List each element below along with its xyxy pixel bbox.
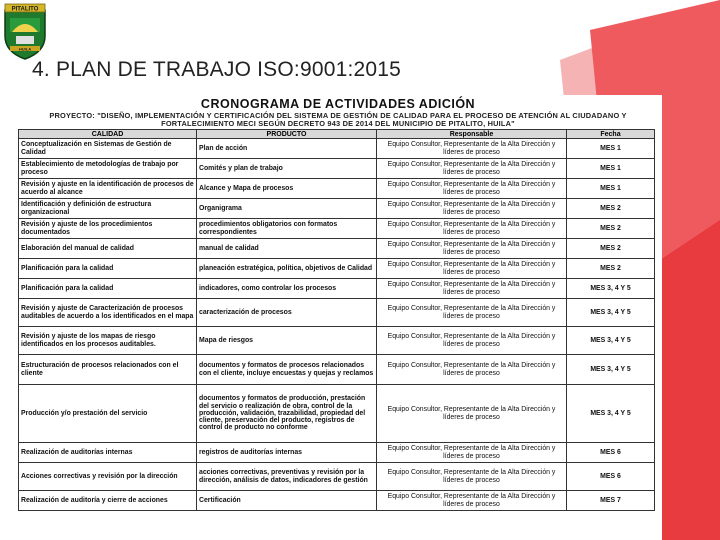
cell-fecha: MES 7: [567, 491, 655, 511]
cell-producto: planeación estratégica, política, objetivos de Calidad: [197, 259, 377, 279]
cell-calidad: Acciones correctivas y revisión por la dirección: [19, 463, 197, 491]
table-row: [19, 199, 655, 219]
cell-fecha: MES 2: [567, 259, 655, 279]
slide-title: 4. PLAN DE TRABAJO ISO:9001:2015: [32, 58, 402, 81]
cell-responsable: Equipo Consultor, Representante de la Alta Dirección y líderes de proceso: [377, 327, 567, 355]
cell-fecha: MES 2: [567, 239, 655, 259]
table-row: [19, 355, 655, 385]
cell-responsable: Equipo Consultor, Representante de la Alta Dirección y líderes de proceso: [377, 279, 567, 299]
cell-fecha: MES 1: [567, 159, 655, 179]
cell-calidad: Conceptualización en Sistemas de Gestión de Calidad: [19, 139, 197, 159]
cell-fecha: MES 3, 4 Y 5: [567, 279, 655, 299]
table-row: [19, 385, 655, 443]
cell-producto: indicadores, como controlar los procesos: [197, 279, 377, 299]
header-responsable: Responsable: [377, 130, 567, 139]
cell-fecha: MES 3, 4 Y 5: [567, 355, 655, 385]
cell-responsable: Equipo Consultor, Representante de la Alta Dirección y líderes de proceso: [377, 385, 567, 443]
cell-responsable: Equipo Consultor, Representante de la Alta Dirección y líderes de proceso: [377, 491, 567, 511]
cell-responsable: Equipo Consultor, Representante de la Alta Dirección y líderes de proceso: [377, 199, 567, 219]
table-row: [19, 239, 655, 259]
cell-producto: Organigrama: [197, 199, 377, 219]
cell-responsable: Equipo Consultor, Representante de la Alta Dirección y líderes de proceso: [377, 443, 567, 463]
cell-producto: Alcance y Mapa de procesos: [197, 179, 377, 199]
table-row: [19, 463, 655, 491]
cell-fecha: MES 6: [567, 463, 655, 491]
cell-producto: Mapa de riesgos: [197, 327, 377, 355]
table-row: [19, 219, 655, 239]
cell-fecha: MES 2: [567, 199, 655, 219]
cell-fecha: MES 1: [567, 139, 655, 159]
logo-top-text: PITALITO: [11, 6, 39, 13]
cell-fecha: MES 1: [567, 179, 655, 199]
table-row: [19, 491, 655, 511]
table-row: [19, 139, 655, 159]
cell-producto: documentos y formatos de procesos relacionados con el cliente, incluye encuestas y quejas y reclamos: [197, 355, 377, 385]
cell-responsable: Equipo Consultor, Representante de la Alta Dirección y líderes de proceso: [377, 463, 567, 491]
cell-calidad: Elaboración del manual de calidad: [19, 239, 197, 259]
cell-calidad: Realización de auditoría y cierre de acciones: [19, 491, 197, 511]
table-row: [19, 327, 655, 355]
cell-calidad: Revisión y ajuste de los procedimientos documentados: [19, 219, 197, 239]
cell-responsable: Equipo Consultor, Representante de la Alta Dirección y líderes de proceso: [377, 139, 567, 159]
cell-producto: Certificación: [197, 491, 377, 511]
cell-fecha: MES 6: [567, 443, 655, 463]
table-row: [19, 279, 655, 299]
cell-responsable: Equipo Consultor, Representante de la Alta Dirección y líderes de proceso: [377, 179, 567, 199]
cell-calidad: Estructuración de procesos relacionados con el cliente: [19, 355, 197, 385]
table-row: [19, 179, 655, 199]
cell-calidad: Establecimiento de metodologías de trabajo por proceso: [19, 159, 197, 179]
cell-responsable: Equipo Consultor, Representante de la Alta Dirección y líderes de proceso: [377, 159, 567, 179]
schedule-table: [18, 129, 655, 511]
cell-producto: manual de calidad: [197, 239, 377, 259]
table-row: [19, 159, 655, 179]
cell-producto: caracterización de procesos: [197, 299, 377, 327]
cell-fecha: MES 2: [567, 219, 655, 239]
cell-calidad: Planificación para la calidad: [19, 279, 197, 299]
cell-calidad: Revisión y ajuste en la identificación de procesos de acuerdo al alcance: [19, 179, 197, 199]
document-title: CRONOGRAMA DE ACTIVIDADES ADICIÓN: [200, 97, 476, 111]
cell-producto: Plan de acción: [197, 139, 377, 159]
cell-producto: documentos y formatos de producción, prestación del servicio o realización de obra, control de la producción, validación, trazabilidad, propiedad del cliente, preservación del producto, registros de control de producto no conforme: [197, 385, 377, 443]
table-header-row: [19, 130, 655, 139]
cell-responsable: Equipo Consultor, Representante de la Alta Dirección y líderes de proceso: [377, 355, 567, 385]
cell-calidad: Realización de auditorías internas: [19, 443, 197, 463]
cell-responsable: Equipo Consultor, Representante de la Alta Dirección y líderes de proceso: [377, 239, 567, 259]
cell-producto: procedimientos obligatorios con formatos correspondientes: [197, 219, 377, 239]
document-subtitle: PROYECTO: "DISEÑO, IMPLEMENTACIÓN Y CERTIFICACIÓN DEL SISTEMA DE GESTIÓN DE CALIDAD PARA EL PROCESO DE ATENCIÓN AL CIUDADANO Y FORTALECIMIENTO MECI SEGÚN DECRETO 943 DE 2014 DEL MUNICIPIO DE PITALITO, HUILA": [49, 111, 627, 128]
header-calidad: CALIDAD: [19, 130, 197, 139]
table-row: [19, 259, 655, 279]
cell-producto: acciones correctivas, preventivas y revisión por la dirección, análisis de datos, indicadores de gestión: [197, 463, 377, 491]
cell-responsable: Equipo Consultor, Representante de la Alta Dirección y líderes de proceso: [377, 259, 567, 279]
cell-responsable: Equipo Consultor, Representante de la Alta Dirección y líderes de proceso: [377, 219, 567, 239]
cell-calidad: Revisión y ajuste de Caracterización de procesos auditables de acuerdo a los identificados en el mapa: [19, 299, 197, 327]
header-producto: PRODUCTO: [197, 130, 377, 139]
cell-fecha: MES 3, 4 Y 5: [567, 327, 655, 355]
cell-producto: Comités y plan de trabajo: [197, 159, 377, 179]
cell-calidad: Producción y/o prestación del servicio: [19, 385, 197, 443]
table-row: [19, 443, 655, 463]
cell-calidad: Revisión y ajuste de los mapas de riesgo identificados en los procesos auditables.: [19, 327, 197, 355]
logo-bottom-text: HUILA: [18, 46, 32, 52]
cell-fecha: MES 3, 4 Y 5: [567, 299, 655, 327]
municipal-shield-logo: [2, 2, 48, 60]
cell-responsable: Equipo Consultor, Representante de la Alta Dirección y líderes de proceso: [377, 299, 567, 327]
cell-calidad: Identificación y definición de estructura organizacional: [19, 199, 197, 219]
table-row: [19, 299, 655, 327]
cell-calidad: Planificación para la calidad: [19, 259, 197, 279]
cell-fecha: MES 3, 4 Y 5: [567, 385, 655, 443]
header-fecha: Fecha: [567, 130, 655, 139]
schedule-document: [14, 95, 662, 540]
cell-producto: registros de auditorías internas: [197, 443, 377, 463]
